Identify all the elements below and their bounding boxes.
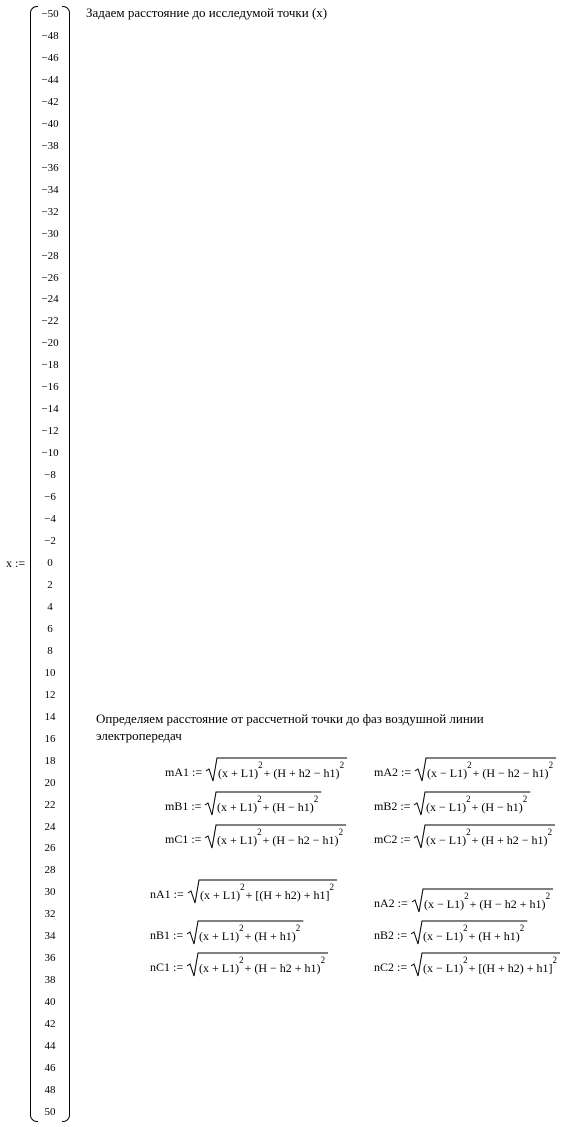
- radicand-text: (x + L1): [199, 888, 240, 902]
- exponent: 2: [257, 827, 263, 837]
- formula-label: nB1 :=: [150, 928, 184, 942]
- formula-label: nA1 :=: [150, 887, 184, 901]
- sqrt-expression: [411, 918, 530, 948]
- x-value: 26: [44, 842, 56, 855]
- exponent: 2: [548, 760, 554, 770]
- formula-label: mC2 :=: [374, 832, 411, 846]
- x-value: −18: [41, 359, 59, 372]
- x-range-vector[interactable]: [30, 6, 70, 1120]
- sqrt-expression: [188, 877, 340, 907]
- x-value: 8: [47, 644, 53, 657]
- formula-label: mA1 :=: [165, 765, 203, 779]
- heading-phases: Определяем расстояние от рассчетной точки до фаз воздушной линии электропередач: [96, 711, 484, 743]
- x-value: −50: [41, 8, 59, 20]
- radicand-rest: + (H − h2 + h1): [469, 897, 546, 911]
- x-value: 40: [44, 996, 56, 1009]
- exponent: 2: [258, 760, 263, 770]
- exponent: 2: [339, 760, 345, 770]
- x-value: −38: [41, 139, 59, 152]
- formula-label: nC1 :=: [150, 960, 184, 974]
- radicand-text: (x − L1): [427, 766, 468, 780]
- exponent: 2: [314, 794, 319, 804]
- radicand-rest: + (H − h2 − h1): [472, 766, 549, 780]
- x-value: 42: [44, 1018, 56, 1031]
- x-value: −30: [41, 227, 59, 240]
- exponent: 2: [552, 955, 558, 965]
- x-value: −42: [41, 95, 59, 108]
- radicand-text: (x − L1): [423, 897, 464, 911]
- formula-label: mB2 :=: [374, 799, 411, 813]
- x-value: −2: [44, 535, 56, 548]
- radicand-text: (x − L1): [426, 800, 467, 814]
- x-value: −12: [41, 425, 59, 438]
- x-value: −36: [41, 161, 59, 174]
- sqrt-expression: [412, 886, 556, 916]
- sqrt-expression: [187, 950, 331, 980]
- radicand-rest: + (H − h1): [472, 800, 524, 814]
- x-value: 4: [47, 600, 53, 613]
- exponent: 2: [257, 794, 263, 804]
- x-assignment-label: x :=: [6, 556, 26, 570]
- x-value: 44: [44, 1040, 56, 1053]
- formula-label: mC1 :=: [165, 832, 202, 846]
- radicand-text: (x + L1): [199, 961, 240, 975]
- radicand-rest: + (H − h2 − h1): [263, 833, 340, 847]
- formula-label: nC2 :=: [374, 960, 408, 974]
- radicand-text: (x + L1): [217, 800, 258, 814]
- x-value: −46: [41, 51, 59, 64]
- radicand-rest: + (H − h1): [263, 800, 315, 814]
- x-value: −14: [41, 403, 59, 416]
- x-value: 24: [44, 820, 56, 833]
- exponent: 2: [463, 891, 469, 901]
- x-value: −32: [41, 205, 59, 218]
- exponent: 2: [467, 760, 472, 770]
- radicand-rest: + (H + h1): [468, 929, 520, 943]
- x-value: 36: [44, 952, 56, 965]
- exponent: 2: [463, 955, 468, 965]
- exponent: 2: [295, 923, 301, 933]
- exponent: 2: [545, 891, 550, 901]
- x-value: −8: [44, 469, 56, 482]
- x-value: 32: [44, 908, 56, 921]
- x-value: 18: [44, 754, 56, 767]
- sqrt-expression: [206, 755, 350, 785]
- radicand-text: (x + L1): [199, 929, 240, 943]
- x-value: 12: [44, 688, 56, 701]
- x-value: −16: [41, 381, 59, 394]
- sqrt-expression: [187, 918, 306, 948]
- x-value: 28: [44, 864, 56, 877]
- x-value: 34: [44, 930, 56, 943]
- radicand-rest: + (H + h1): [244, 929, 296, 943]
- sqrt-expression: [414, 822, 558, 852]
- x-value: 46: [44, 1062, 56, 1075]
- sqrt-expression: [414, 789, 533, 819]
- exponent: 2: [523, 794, 528, 804]
- sqrt-expression: [411, 950, 563, 980]
- x-value: 30: [44, 886, 56, 899]
- formula-label: nA2 :=: [374, 896, 408, 910]
- sqrt-expression: [205, 822, 349, 852]
- formula-label: nB2 :=: [374, 928, 408, 942]
- exponent: 2: [239, 923, 244, 933]
- heading-distance: Задаем расстояние до исследумой точки (x): [86, 5, 328, 20]
- x-value: 14: [44, 710, 56, 723]
- x-value: 22: [44, 798, 56, 811]
- radicand-rest: + (H − h2 + h1): [244, 961, 321, 975]
- radicand-rest: + [(H + h2) + h1]: [245, 888, 330, 902]
- radicand-rest: + [(H + h2) + h1]: [468, 961, 553, 975]
- x-value: −20: [41, 337, 59, 350]
- exponent: 2: [329, 882, 334, 892]
- exponent: 2: [466, 827, 472, 837]
- radicand-text: (x − L1): [423, 961, 464, 975]
- x-value: 0: [47, 557, 53, 569]
- x-value: 20: [44, 776, 56, 789]
- exponent: 2: [339, 827, 344, 837]
- x-value: −44: [41, 73, 59, 86]
- formula-label: mB1 :=: [165, 799, 202, 813]
- exponent: 2: [548, 827, 553, 837]
- x-value: −26: [41, 271, 59, 284]
- x-value: 38: [44, 974, 56, 987]
- x-value: 48: [44, 1084, 56, 1097]
- x-value: 2: [47, 578, 53, 591]
- radicand-rest: + (H + h2 − h1): [472, 833, 549, 847]
- x-value: 10: [44, 666, 56, 679]
- x-value: 16: [44, 732, 56, 745]
- exponent: 2: [239, 882, 245, 892]
- radicand-text: (x + L1): [218, 766, 259, 780]
- exponent: 2: [519, 923, 525, 933]
- x-value: −34: [41, 183, 59, 196]
- x-value: −40: [41, 117, 59, 130]
- radicand-text: (x + L1): [217, 833, 258, 847]
- exponent: 2: [239, 955, 244, 965]
- x-value: −22: [41, 315, 59, 328]
- radicand-text: (x − L1): [423, 929, 464, 943]
- x-value: −28: [41, 249, 59, 262]
- formula-label: mA2 :=: [374, 765, 412, 779]
- x-value: 6: [47, 622, 53, 635]
- sqrt-expression: [205, 789, 324, 819]
- sqrt-expression: [415, 755, 559, 785]
- x-value: −6: [44, 491, 56, 504]
- x-value: 50: [44, 1106, 56, 1118]
- exponent: 2: [320, 955, 326, 965]
- x-value: −24: [41, 293, 59, 306]
- x-value: −4: [44, 513, 56, 526]
- exponent: 2: [466, 794, 472, 804]
- exponent: 2: [463, 923, 468, 933]
- x-value: −48: [41, 29, 59, 42]
- radicand-text: (x − L1): [426, 833, 467, 847]
- radicand-rest: + (H + h2 − h1): [263, 766, 340, 780]
- x-value: −10: [41, 447, 59, 460]
